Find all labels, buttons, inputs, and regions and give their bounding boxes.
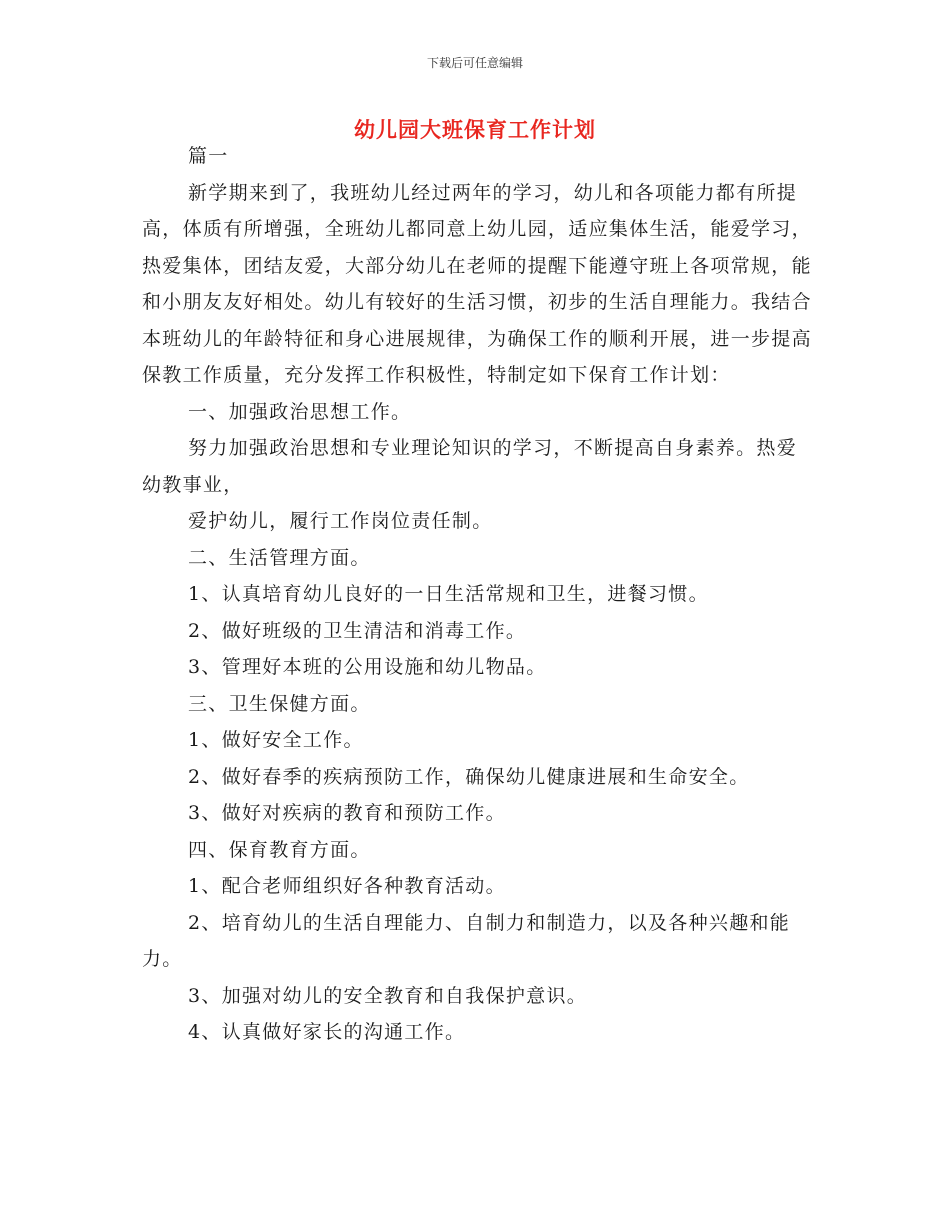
paragraph: 一、加强政治思想工作。	[188, 400, 412, 423]
paragraph: 2、做好春季的疾病预防工作，确保幼儿健康进展和生命安全。	[188, 765, 750, 788]
paragraph: 爱护幼儿，履行工作岗位责任制。	[188, 510, 493, 532]
paragraph: 新学期来到了，我班幼儿经过两年的学习，幼儿和各项能力都有所提高，体质有所增强，全班幼儿都同意上幼儿园，适应集体生活，能爱学习，热爱集体，团结友爱，大部分幼儿在老师的提醒下能遵守班上各项常规，能和小朋友友好相处。幼儿有较好的生活习惯，初步的生活自理能力。我结合本班幼儿的年龄特征和身心进展规律，为确保工作的顺利开展，进一步提高保教工作质量，充分发挥工作积极性，特制定如下保育工作计划：	[142, 181, 812, 386]
paragraph: 4、认真做好家长的沟通工作。	[188, 1021, 466, 1043]
paragraph: 二、生活管理方面。	[188, 546, 371, 569]
paragraph: 四、保育教育方面。	[188, 838, 371, 861]
paragraph: 1、认真培育幼儿良好的一日生活常规和卫生，进餐习惯。	[188, 583, 709, 605]
header-note: 下载后可任意编辑	[426, 56, 523, 70]
paragraph: 2、做好班级的卫生清洁和消毒工作。	[188, 619, 527, 642]
paragraph: 1、做好安全工作。	[188, 729, 364, 751]
paragraph: 1、配合老师组织好各种教育活动。	[188, 875, 506, 897]
paragraph: 3、做好对疾病的教育和预防工作。	[188, 802, 506, 824]
paragraph: 3、加强对幼儿的安全教育和自我保护意识。	[188, 984, 588, 1007]
document-body	[142, 138, 812, 1051]
paragraph: 3、管理好本班的公用设施和幼儿物品。	[188, 656, 547, 678]
paragraph: 2、培育幼儿的生活自理能力、自制力和制造力，以及各种兴趣和能力。	[142, 911, 791, 970]
paragraph: 篇一	[188, 145, 229, 167]
paragraph: 三、卫生保健方面。	[188, 692, 371, 715]
document-title: 幼儿园大班保育工作计划	[354, 118, 596, 142]
paragraph: 努力加强政治思想和专业理论知识的学习，不断提高自身素养。热爱幼教事业，	[142, 437, 798, 496]
